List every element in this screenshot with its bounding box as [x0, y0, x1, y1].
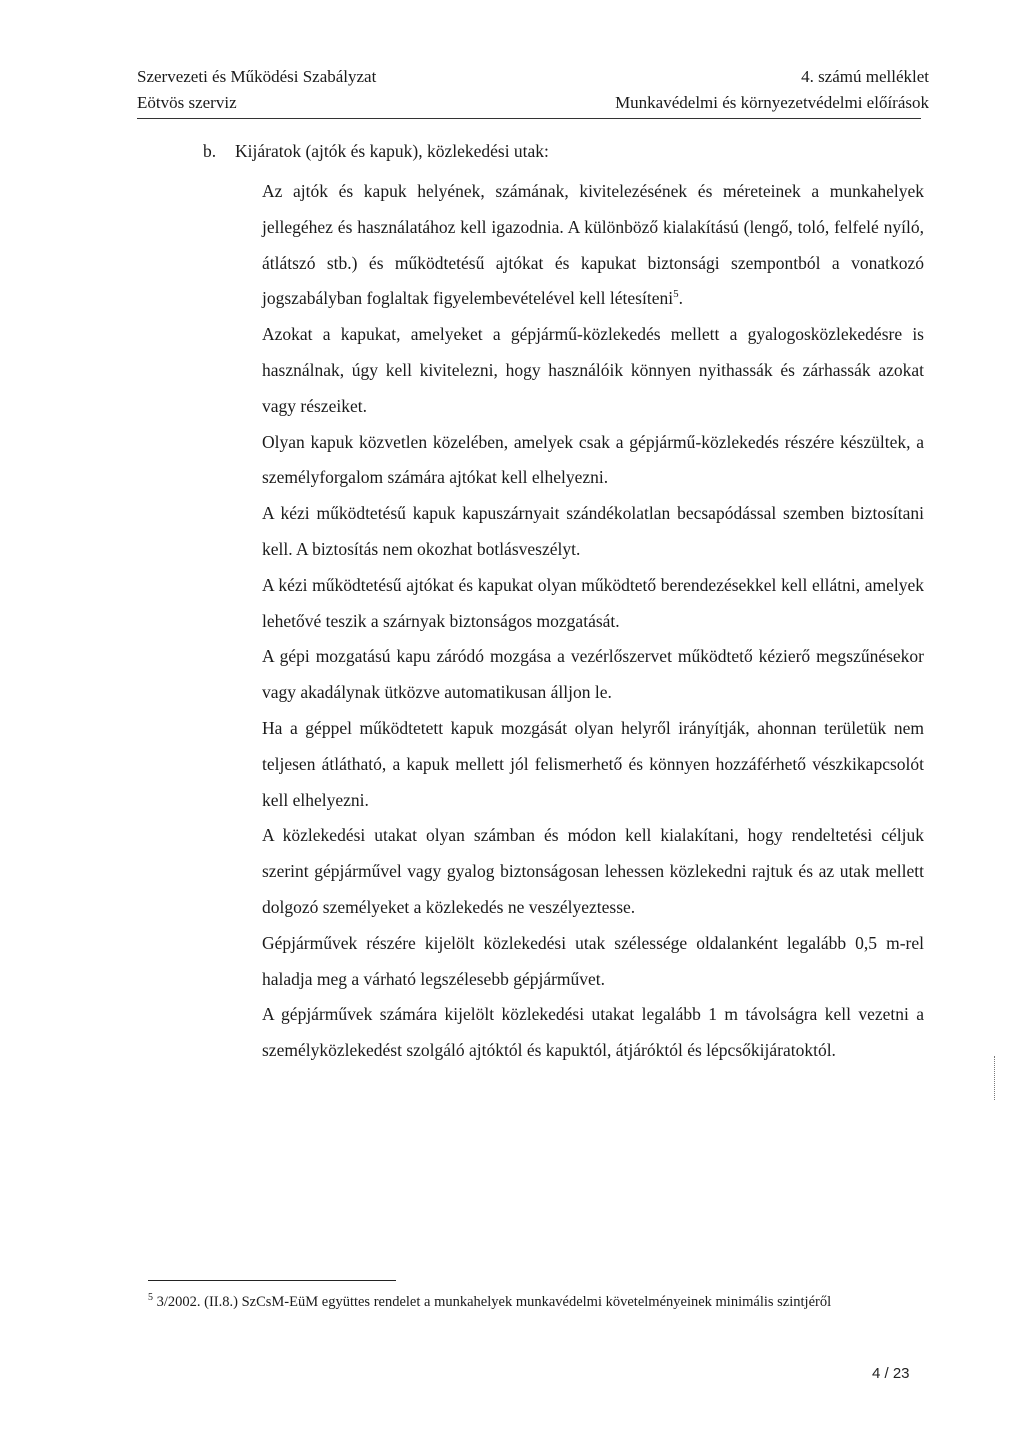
paragraph: A kézi működtetésű kapuk kapuszárnyait szándékolatlan becsapódással szemben biztosítani kell. A biztosítás nem okozhat botlásveszélyt.: [262, 503, 924, 559]
section-title: Kijáratok (ajtók és kapuk), közlekedési utak:: [235, 141, 549, 161]
header-regulation-title: Szervezeti és Működési Szabályzat: [137, 67, 377, 86]
header-annex-number: 4. számú melléklet: [801, 67, 929, 86]
footnote-divider: [148, 1280, 396, 1281]
page-number: 4 / 23: [872, 1365, 910, 1382]
scan-artifact: [994, 1056, 995, 1100]
header-organization: Eötvös szerviz: [137, 93, 237, 112]
section-letter: b.: [203, 141, 217, 161]
paragraph: Az ajtók és kapuk helyének, számának, kivitelezésének és méreteinek a munkahelyek jellegéhez és használatához kell igazodnia. A különböző kialakítású (lengő, toló, felfelé nyíló, átlátszó stb.) és működtetésű ajtókat és kapukat biztonsági szempontból a vonatkozó jogszabályban foglaltak figyelembevételével kell létesíteni$^5$.: [262, 181, 924, 309]
header-annex-title: Munkavédelmi és környezetvédelmi előírások: [615, 93, 929, 112]
header-divider: [137, 118, 921, 119]
paragraph: A gépi mozgatású kapu záródó mozgása a vezérlőszervet működtető kézierő megszűnésekor vagy akadálynak ütközve automatikusan álljon le.: [262, 646, 924, 703]
body-text: [262, 174, 924, 1069]
footnote-text: 3/2002. (II.8.) SzCsM-EüM együttes rendelet a munkahelyek munkavédelmi követelményeinek minimális szintjéről: [156, 1293, 832, 1310]
footnote-mark: 5: [148, 1292, 153, 1303]
paragraph: A közlekedési utakat olyan számban és módon kell kialakítani, hogy rendeltetési céljuk szerint gépjárművel vagy gyalog biztonságosan lehessen közlekedni rajtuk és az utak mellett dolgozó személyeket a közlekedés ne veszélyeztesse.: [262, 825, 924, 917]
footnote: [148, 1288, 930, 1312]
page-header: [137, 64, 929, 116]
paragraph: A kézi működtetésű ajtókat és kapukat olyan működtető berendezésekkel kell ellátni, amelyek lehetővé teszik a szárnyak biztonságos mozgatását.: [262, 574, 924, 631]
header-row-1: [137, 64, 929, 90]
paragraph: Olyan kapuk közvetlen közelében, amelyek csak a gépjármű-közlekedés részére készültek, a személyforgalom számára ajtókat kell elhelyezni.: [262, 431, 924, 488]
paragraph: Azokat a kapukat, amelyeket a gépjármű-közlekedés mellett a gyalogosközlekedésre is használnak, úgy kell kivitelezni, hogy használóik könnyen nyithassák és zárhassák azokat vagy részeiket.: [262, 324, 924, 416]
paragraph: Ha a géppel működtetett kapuk mozgását olyan helyről irányítják, ahonnan területük nem teljesen átlátható, a kapuk mellett jól felismerhető és könnyen hozzáférhető vészkikapcsolót kell elhelyezni.: [262, 717, 924, 810]
paragraph: Gépjárművek részére kijelölt közlekedési utak szélessége oldalanként legalább 0,5 m-rel haladja meg a várható legszélesebb gépjárművet.: [262, 932, 924, 989]
header-row-2: [137, 90, 929, 116]
section-heading: [203, 139, 549, 163]
footnote-reference[interactable]: 5: [673, 288, 679, 301]
paragraph: A gépjárművek számára kijelölt közlekedési utakat legalább 1 m távolságra kell vezetni a személyközlekedést szolgáló ajtóktól és kapuktól, átjáróktól és lépcsőkijáratoktól.: [262, 1004, 924, 1061]
